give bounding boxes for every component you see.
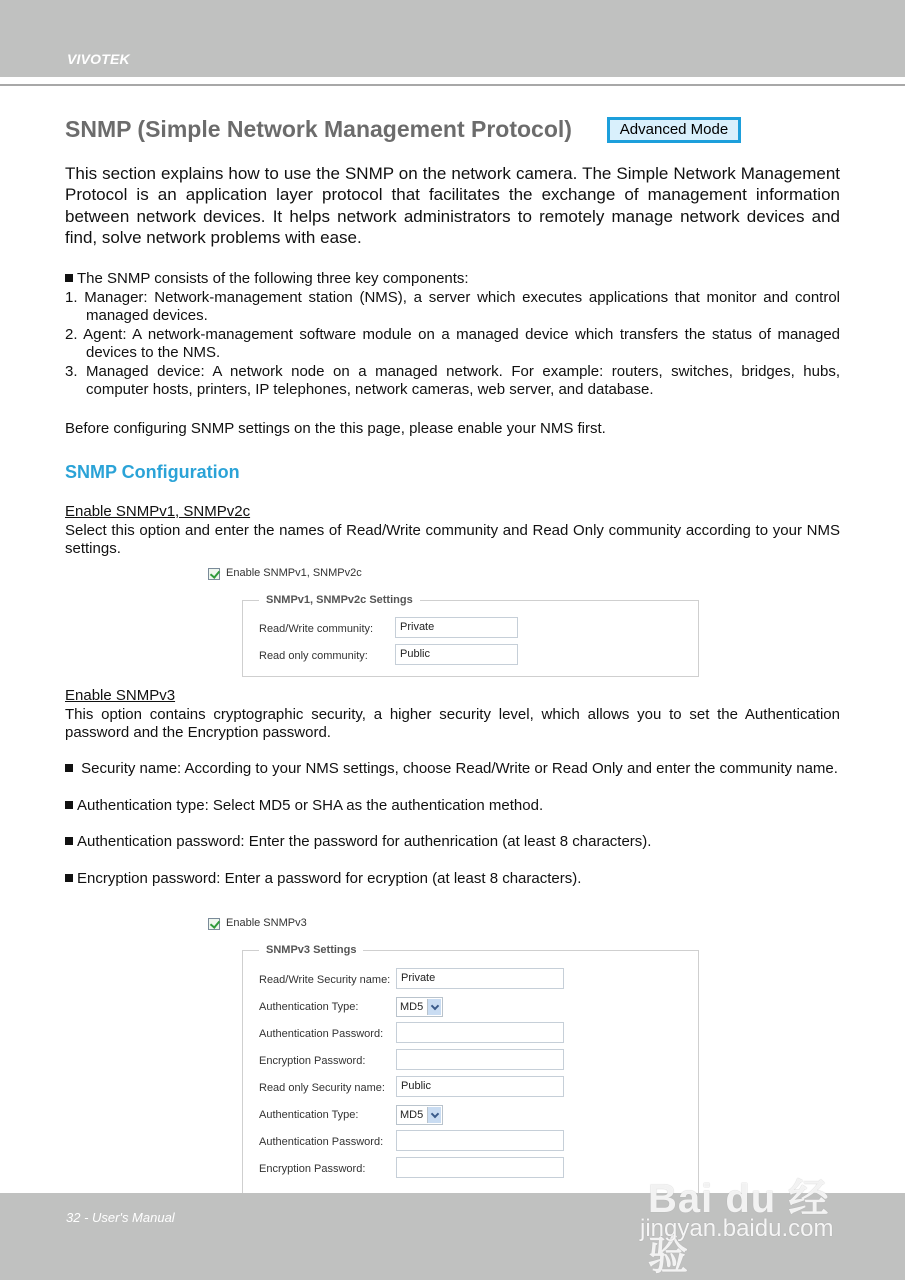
v3-heading: Enable SNMPv3 bbox=[65, 687, 176, 704]
header-divider bbox=[0, 84, 905, 86]
v3-bullet-item bbox=[65, 760, 840, 779]
read-only-community-input[interactable]: Public bbox=[395, 644, 518, 665]
component-item: 3. Managed device: A network node on a managed network. For example: routers, switches, bridges, hubs, computer hosts, printers, IP telephones, network cameras, web server, and database. bbox=[65, 362, 840, 398]
v3-section bbox=[65, 687, 840, 743]
enable-snmpv3-checkbox[interactable] bbox=[208, 918, 220, 930]
field-label: Authentication Type: bbox=[259, 1001, 359, 1013]
v3-bullet-list bbox=[65, 760, 840, 906]
watermark-url: jingyan.baidu.com bbox=[640, 1215, 834, 1242]
section-heading: SNMP Configuration bbox=[65, 462, 240, 482]
enable-snmpv1-label: Enable SNMPv1, SNMPv2c bbox=[226, 567, 362, 579]
rw-security-name-input[interactable]: Private bbox=[396, 968, 564, 989]
field-label: Authentication Type: bbox=[259, 1109, 359, 1121]
v3-bullet-text: Encryption password: Enter a password for ecryption (at least 8 characters). bbox=[77, 869, 582, 887]
field-label: Encryption Password: bbox=[259, 1055, 366, 1067]
read-write-community-input[interactable]: Private bbox=[395, 617, 518, 638]
component-item: 2. Agent: A network-management software module on a managed device which transfers the status of managed devices to the NMS. bbox=[65, 325, 840, 361]
bullet-icon bbox=[65, 274, 73, 282]
field-label: Authentication Password: bbox=[259, 1028, 384, 1040]
v1-heading: Enable SNMPv1, SNMPv2c bbox=[65, 503, 251, 520]
component-item: 1. Manager: Network-management station (NMS), a server which executes applications that monitor and control managed devices. bbox=[65, 288, 840, 324]
chevron-down-icon[interactable] bbox=[427, 1107, 441, 1123]
v3-bullet-text: Authentication type: Select MD5 or SHA as the authentication method. bbox=[77, 796, 544, 814]
components-list bbox=[65, 270, 840, 400]
v3-legend: SNMPv3 Settings bbox=[259, 944, 363, 956]
field-label: Read only community: bbox=[259, 650, 368, 662]
v1-legend: SNMPv1, SNMPv2c Settings bbox=[259, 594, 420, 606]
v3-description: This option contains cryptographic security, a higher security level, which allows you to set the Authentication password and the Encryption password. bbox=[65, 705, 840, 741]
select-value: MD5 bbox=[400, 1109, 424, 1121]
ro-auth-type-select[interactable] bbox=[396, 1105, 443, 1125]
chevron-down-icon[interactable] bbox=[427, 999, 441, 1015]
field-label: Read/Write Security name: bbox=[259, 974, 391, 986]
header-band bbox=[0, 0, 905, 77]
page-number: 32 - User's Manual bbox=[66, 1210, 175, 1225]
enable-snmpv3-label: Enable SNMPv3 bbox=[226, 917, 307, 929]
v3-bullet-item bbox=[65, 797, 840, 816]
baidu-logo-icon: Bai du 经验 bbox=[648, 1177, 830, 1278]
v1-fieldset bbox=[242, 600, 699, 677]
select-value: MD5 bbox=[400, 1001, 424, 1013]
ro-auth-password-input[interactable] bbox=[396, 1130, 564, 1151]
rw-auth-type-select[interactable] bbox=[396, 997, 443, 1017]
v3-bullet-text: Security name: According to your NMS settings, choose Read/Write or Read Only and enter the community name. bbox=[81, 760, 838, 777]
bullet-icon bbox=[65, 801, 73, 809]
v1-description: Select this option and enter the names of Read/Write community and Read Only community according to your NMS settings. bbox=[65, 521, 840, 557]
bullet-icon bbox=[65, 874, 73, 882]
v1-section bbox=[65, 503, 840, 559]
ro-security-name-input[interactable]: Public bbox=[396, 1076, 564, 1097]
page-title: SNMP (Simple Network Management Protocol) bbox=[65, 116, 572, 142]
bullet-icon bbox=[65, 837, 73, 845]
ro-encryption-password-input[interactable] bbox=[396, 1157, 564, 1178]
field-label: Read/Write community: bbox=[259, 623, 374, 635]
intro-paragraph: This section explains how to use the SNMP on the network camera. The Simple Network Management Protocol is an application layer protocol that facilitates the exchange of management information between network devices. It helps network administrators to remotely manage network devices and find, solve network problems with ease. bbox=[65, 164, 840, 248]
v3-bullet-item bbox=[65, 833, 840, 852]
components-lead-text: The SNMP consists of the following three key components: bbox=[77, 270, 469, 287]
field-label: Read only Security name: bbox=[259, 1082, 385, 1094]
before-note: Before configuring SNMP settings on the this page, please enable your NMS first. bbox=[65, 420, 606, 437]
brand-logo: VIVOTEK bbox=[67, 51, 130, 67]
rw-encryption-password-input[interactable] bbox=[396, 1049, 564, 1070]
bullet-icon bbox=[65, 764, 73, 772]
v3-bullet-item bbox=[65, 870, 840, 889]
v3-bullet-text: Authentication password: Enter the password for authenrication (at least 8 characters). bbox=[77, 833, 652, 850]
field-label: Encryption Password: bbox=[259, 1163, 366, 1175]
field-label: Authentication Password: bbox=[259, 1136, 384, 1148]
advanced-mode-badge: Advanced Mode bbox=[607, 117, 741, 143]
rw-auth-password-input[interactable] bbox=[396, 1022, 564, 1043]
baidu-watermark bbox=[640, 1145, 855, 1278]
enable-snmpv1-checkbox[interactable] bbox=[208, 568, 220, 580]
components-lead bbox=[65, 270, 840, 289]
